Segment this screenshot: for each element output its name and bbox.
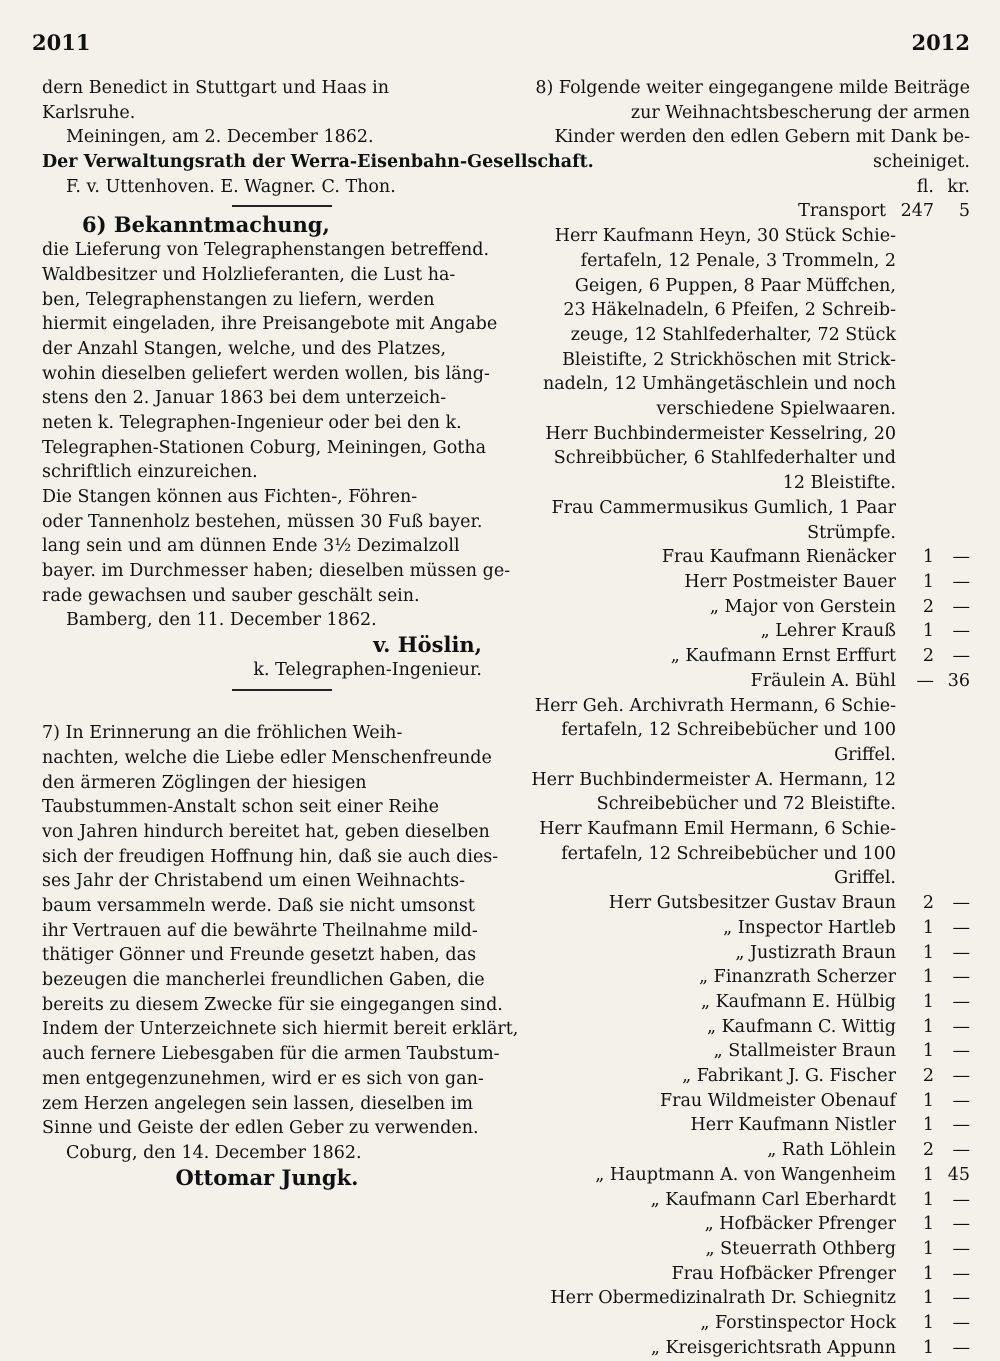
place-date: Coburg, den 14. December 1862. xyxy=(66,1142,362,1163)
amount-kr xyxy=(934,817,970,842)
donor-name: 12 Bleistifte. xyxy=(782,473,896,494)
table-row xyxy=(520,792,970,817)
amount-fl xyxy=(896,768,934,793)
text-line: Kinder werden den edlen Gebern mit Dank be- xyxy=(554,127,970,148)
donor-name: „ Rath Löhlein xyxy=(767,1140,896,1161)
donor-name: Griffel. xyxy=(834,868,896,889)
table-row xyxy=(520,323,970,348)
donor-name: „ Inspector Hartleb xyxy=(723,917,896,938)
amount-fl xyxy=(896,397,934,422)
amount-kr: — xyxy=(952,596,970,617)
text-line: stens den 2. Januar 1863 bei dem unterzeich- xyxy=(42,388,447,409)
amount-kr xyxy=(934,496,970,521)
amount-fl: 2 xyxy=(922,646,934,667)
text-line: ben, Telegraphenstangen zu liefern, werden xyxy=(42,289,435,310)
donor-name: „ Hofbäcker Pfrenger xyxy=(704,1214,896,1235)
donor-name: Herr Postmeister Bauer xyxy=(684,572,896,592)
donor-name: Herr Gutsbesitzer Gustav Braun xyxy=(608,893,896,914)
amount-kr xyxy=(934,298,970,323)
text-line: Karlsruhe. xyxy=(42,102,136,123)
header-fl: fl. xyxy=(916,176,934,197)
amount-kr: — xyxy=(952,1238,970,1259)
table-row xyxy=(520,1138,970,1163)
donor-name: „ Hauptmann A. von Wangenheim xyxy=(595,1164,896,1185)
divider xyxy=(232,689,332,691)
donor-name: Frau Cammermusikus Gumlich, 1 Paar xyxy=(551,497,896,518)
amount-kr xyxy=(934,743,970,768)
amount-fl: 1 xyxy=(922,1115,934,1136)
donor-name: Herr Geh. Archivrath Hermann, 6 Schie- xyxy=(534,695,896,716)
amount-kr: — xyxy=(952,621,970,642)
table-row xyxy=(520,521,970,546)
divider xyxy=(232,205,332,207)
amount-kr: 36 xyxy=(947,670,970,691)
table-row xyxy=(520,274,970,299)
donor-name: Geigen, 6 Puppen, 8 Paar Müffchen, xyxy=(574,275,896,296)
table-row xyxy=(520,422,970,447)
table-row xyxy=(520,298,970,323)
text-line: nachten, welche die Liebe edler Menschenfreunde xyxy=(42,747,492,768)
table-row xyxy=(520,1286,970,1311)
table-row xyxy=(520,471,970,496)
text-line: thätiger Gönner und Freunde gesetzt haben, das xyxy=(42,945,477,966)
table-row xyxy=(520,644,970,669)
amount-kr: 45 xyxy=(947,1164,970,1185)
donor-name: Griffel. xyxy=(834,744,896,765)
donor-name: Herr Obermedizinalrath Dr. Schiegnitz xyxy=(550,1288,896,1309)
amount-fl: 247 xyxy=(900,201,934,222)
amount-fl xyxy=(896,718,934,743)
text-line: Die Stangen können aus Fichten-, Föhren- xyxy=(42,487,418,507)
donor-name: fertafeln, 12 Schreibebücher und 100 xyxy=(561,720,896,741)
signer-title: k. Telegraphen-Ingenieur. xyxy=(253,659,482,680)
left-column xyxy=(42,76,594,1190)
donor-name: „ Stallmeister Braun xyxy=(713,1041,896,1062)
table-row xyxy=(520,866,970,891)
amount-kr: — xyxy=(952,917,970,938)
amount-fl: 2 xyxy=(922,596,934,617)
table-row xyxy=(520,1212,970,1237)
text-line: bereits zu diesem Zwecke für sie eingegangen sind. xyxy=(42,994,503,1015)
donor-name: „ Major von Gerstein xyxy=(709,596,896,617)
notice-title: 6) Bekanntmachung, xyxy=(82,212,330,238)
donor-name: Herr Buchbindermeister Kesselring, 20 xyxy=(545,423,896,444)
amount-kr xyxy=(934,224,970,249)
amount-fl xyxy=(896,323,934,348)
donor-name: Herr Kaufmann Nistler xyxy=(690,1115,896,1136)
amount-kr xyxy=(934,422,970,447)
amount-kr xyxy=(934,446,970,471)
donor-name: Frau Hofbäcker Pfrenger xyxy=(671,1263,896,1284)
text-line: Telegraphen-Stationen Coburg, Meiningen, Gotha xyxy=(42,437,487,458)
amount-fl: 1 xyxy=(922,1041,934,1062)
table-row xyxy=(520,1163,970,1188)
signer: Ottomar Jungk. xyxy=(175,1164,359,1190)
amount-kr xyxy=(934,866,970,891)
donor-name: „ Steuerrath Othberg xyxy=(705,1238,896,1259)
text-line: Taubstummen-Anstalt schon seit einer Reihe xyxy=(42,797,439,818)
amount-fl xyxy=(896,743,934,768)
amount-kr: — xyxy=(952,572,970,592)
donor-name: Herr Buchbindermeister A. Hermann, 12 xyxy=(531,769,896,790)
text-line: scheiniget. xyxy=(872,152,970,173)
notice7-body xyxy=(42,721,519,1141)
amount-kr: — xyxy=(952,1090,970,1111)
text-line: neten k. Telegraphen-Ingenieur oder bei den k. xyxy=(42,412,462,433)
text-line: 8) Folgende weiter eingegangene milde Beiträge xyxy=(535,78,970,98)
text-line: zem Herzen angelegen sein lassen, dieselben im xyxy=(42,1093,473,1114)
amount-fl xyxy=(896,792,934,817)
amount-kr: — xyxy=(952,967,970,988)
donor-name: Schreibbücher, 6 Stahlfederhalter und xyxy=(553,448,896,469)
text-line: von Jahren hindurch bereitet hat, geben dieselben xyxy=(42,821,490,842)
table-row xyxy=(520,1039,970,1064)
table-row xyxy=(520,965,970,990)
amount-kr: — xyxy=(952,942,970,963)
amount-fl: 1 xyxy=(922,547,934,568)
amount-fl: 2 xyxy=(922,1066,934,1087)
amount-fl: 1 xyxy=(922,1164,934,1185)
table-row xyxy=(520,570,970,595)
donor-name: nadeln, 12 Umhängetäschlein und noch xyxy=(542,374,896,395)
table-row xyxy=(520,348,970,373)
notice-subtitle: die Lieferung von Telegraphenstangen betreffend. xyxy=(42,240,490,261)
table-header xyxy=(520,175,970,200)
text-line: 7) In Erinnerung an die fröhlichen Weih- xyxy=(42,723,403,744)
amount-fl: 1 xyxy=(922,572,934,592)
donor-name: „ Lehrer Krauß xyxy=(760,621,896,642)
donor-name: verschiedene Spielwaaren. xyxy=(656,399,896,420)
amount-kr xyxy=(934,372,970,397)
table-row xyxy=(520,595,970,620)
organization: Der Verwaltungsrath der Werra-Eisenbahn-Gesellschaft. xyxy=(42,152,594,173)
table-row xyxy=(520,1015,970,1040)
header-kr: kr. xyxy=(947,176,970,197)
amount-fl: 1 xyxy=(922,1016,934,1037)
amount-fl xyxy=(896,446,934,471)
amount-kr: — xyxy=(952,1214,970,1235)
signers: F. v. Uttenhoven. E. Wagner. C. Thon. xyxy=(66,176,396,197)
text-line: sich der freudigen Hoffnung hin, daß sie auch dies- xyxy=(42,846,499,867)
table-row xyxy=(520,694,970,719)
table-row xyxy=(520,842,970,867)
amount-fl xyxy=(896,817,934,842)
amount-kr xyxy=(934,348,970,373)
signer: v. Höslin, xyxy=(373,632,482,658)
donor-name: Fräulein A. Bühl xyxy=(750,670,896,691)
amount-fl xyxy=(896,348,934,373)
amount-kr xyxy=(934,694,970,719)
amount-fl: 1 xyxy=(922,1090,934,1111)
text-line: den ärmeren Zöglingen der hiesigen xyxy=(42,772,367,793)
amount-kr: — xyxy=(952,893,970,914)
amount-kr xyxy=(934,842,970,867)
notice5-tail xyxy=(42,76,492,125)
amount-kr xyxy=(934,521,970,546)
table-row xyxy=(520,1237,970,1262)
amount-fl xyxy=(896,842,934,867)
text-line: Sinne und Geiste der edlen Geber zu verwenden. xyxy=(42,1118,479,1139)
table-row xyxy=(520,372,970,397)
text-line: schriftlich einzureichen. xyxy=(42,462,258,483)
amount-kr: — xyxy=(952,1140,970,1161)
text-line: bayer. im Durchmesser haben; dieselben müssen ge- xyxy=(42,561,511,582)
table-row xyxy=(520,1262,970,1287)
table-row xyxy=(520,768,970,793)
notice8-intro xyxy=(520,76,970,175)
table-row xyxy=(520,817,970,842)
text-line: men entgegenzunehmen, wird er es sich von gan- xyxy=(42,1068,484,1089)
text-line: ses Jahr der Christabend um einen Weihnachts- xyxy=(42,871,466,892)
donor-name: „ Kaufmann E. Hülbig xyxy=(700,991,896,1012)
amount-fl xyxy=(896,422,934,447)
amount-fl: 1 xyxy=(922,991,934,1012)
amount-kr: 5 xyxy=(958,201,970,222)
amount-kr: — xyxy=(952,547,970,568)
amount-kr xyxy=(934,397,970,422)
amount-kr: — xyxy=(952,1016,970,1037)
donor-name: „ Justizrath Braun xyxy=(735,942,896,963)
amount-fl xyxy=(896,694,934,719)
amount-fl xyxy=(896,496,934,521)
amount-kr: — xyxy=(952,1189,970,1210)
donor-name: „ Forstinspector Hock xyxy=(700,1313,896,1334)
text-line: Waldbesitzer und Holzlieferanten, die Lust ha- xyxy=(42,264,456,285)
donor-name: zeuge, 12 Stahlfederhalter, 72 Stück xyxy=(570,324,896,345)
amount-kr: — xyxy=(952,1313,970,1334)
table-row xyxy=(520,1311,970,1336)
amount-fl xyxy=(896,224,934,249)
table-row xyxy=(520,545,970,570)
amount-kr xyxy=(934,471,970,496)
donor-name: fertafeln, 12 Schreibebücher und 100 xyxy=(561,843,896,864)
donor-name: Transport xyxy=(798,201,886,222)
table-row xyxy=(520,249,970,274)
donation-table xyxy=(520,175,970,1361)
page-number-left: 2011 xyxy=(32,30,91,55)
table-row xyxy=(520,1336,970,1361)
page-number-right: 2012 xyxy=(911,30,970,55)
text-line: bezeugen die mancherlei freundlichen Gaben, die xyxy=(42,970,485,991)
donor-name: Strümpfe. xyxy=(807,522,896,543)
amount-fl: 2 xyxy=(922,1140,934,1161)
amount-kr: — xyxy=(952,1041,970,1062)
amount-fl xyxy=(896,249,934,274)
table-row xyxy=(520,224,970,249)
amount-fl: 1 xyxy=(922,1337,934,1358)
place-date: Bamberg, den 11. December 1862. xyxy=(66,610,377,631)
text-line: zur Weihnachtsbescherung der armen xyxy=(630,102,970,123)
table-row xyxy=(520,1113,970,1138)
amount-kr: — xyxy=(952,1066,970,1087)
amount-fl: — xyxy=(916,670,934,691)
amount-fl: 1 xyxy=(922,1288,934,1309)
donor-name: „ Kreisgerichtsrath Appunn xyxy=(650,1337,896,1358)
table-row xyxy=(520,397,970,422)
table-row xyxy=(520,941,970,966)
amount-fl: 1 xyxy=(922,967,934,988)
donor-name: Frau Kaufmann Rienäcker xyxy=(661,547,896,568)
text-line: hiermit eingeladen, ihre Preisangebote mit Angabe xyxy=(42,314,498,335)
amount-kr xyxy=(934,718,970,743)
table-row xyxy=(520,446,970,471)
amount-fl: 1 xyxy=(922,621,934,642)
amount-fl xyxy=(896,274,934,299)
donor-name: Bleistifte, 2 Strickhöschen mit Strick- xyxy=(562,349,896,370)
table-row xyxy=(520,1089,970,1114)
donor-name: 23 Häkelnadeln, 6 Pfeifen, 2 Schreib- xyxy=(563,300,896,321)
donor-name: „ Finanzrath Scherzer xyxy=(699,967,896,988)
amount-fl xyxy=(896,866,934,891)
amount-kr: — xyxy=(952,1288,970,1309)
table-row xyxy=(520,743,970,768)
amount-kr: — xyxy=(952,1115,970,1136)
table-row xyxy=(520,916,970,941)
text-line: dern Benedict in Stuttgart und Haas in xyxy=(42,78,390,98)
table-row xyxy=(520,1064,970,1089)
right-column xyxy=(520,76,980,1361)
donor-name: Schreibebücher und 72 Bleistifte. xyxy=(596,794,896,815)
amount-fl xyxy=(896,298,934,323)
amount-fl: 2 xyxy=(922,893,934,914)
donor-name: „ Kaufmann Carl Eberhardt xyxy=(650,1189,896,1210)
donor-name: Herr Kaufmann Heyn, 30 Stück Schie- xyxy=(554,226,896,247)
text-line: auch fernere Liebesgaben für die armen Taubstum- xyxy=(42,1044,500,1065)
table-row xyxy=(520,619,970,644)
text-line: lang sein und am dünnen Ende 3½ Dezimalzoll xyxy=(42,536,460,557)
donor-name: Herr Kaufmann Emil Hermann, 6 Schie- xyxy=(539,819,896,840)
amount-fl: 1 xyxy=(922,1263,934,1284)
amount-fl: 1 xyxy=(922,1189,934,1210)
table-row xyxy=(520,990,970,1015)
text-line: oder Tannenholz bestehen, müssen 30 Fuß bayer. xyxy=(42,511,483,532)
text-line: rade gewachsen und sauber geschält sein. xyxy=(42,585,420,606)
amount-fl: 1 xyxy=(922,942,934,963)
amount-kr xyxy=(934,792,970,817)
amount-kr: — xyxy=(952,1263,970,1284)
amount-kr: — xyxy=(952,991,970,1012)
table-row xyxy=(520,496,970,521)
amount-kr: — xyxy=(952,646,970,667)
amount-fl: 1 xyxy=(922,917,934,938)
table-row xyxy=(520,891,970,916)
donor-name: „ Kaufmann C. Wittig xyxy=(706,1016,896,1037)
amount-fl: 1 xyxy=(922,1214,934,1235)
amount-kr xyxy=(934,323,970,348)
donor-name: „ Kaufmann Ernst Erffurt xyxy=(670,646,896,667)
text-line: Indem der Unterzeichnete sich hiermit bereit erklärt, xyxy=(42,1019,519,1040)
text-line: baum versammeln werde. Daß sie nicht umsonst xyxy=(42,896,475,916)
table-row xyxy=(520,199,970,224)
donor-name: Frau Wildmeister Obenauf xyxy=(659,1090,896,1111)
amount-fl: 1 xyxy=(922,1238,934,1259)
table-row xyxy=(520,669,970,694)
text-line: wohin dieselben geliefert werden wollen, bis läng- xyxy=(42,363,490,384)
table-row xyxy=(520,1188,970,1213)
donor-name: fertafeln, 12 Penale, 3 Trommeln, 2 xyxy=(580,250,896,271)
amount-fl xyxy=(896,372,934,397)
place-date: Meiningen, am 2. December 1862. xyxy=(66,127,374,148)
table-row xyxy=(520,718,970,743)
amount-kr: — xyxy=(952,1337,970,1358)
amount-fl: 1 xyxy=(922,1313,934,1334)
text-line: der Anzahl Stangen, welche, und des Platzes, xyxy=(42,338,447,359)
amount-fl xyxy=(896,471,934,496)
amount-kr xyxy=(934,768,970,793)
amount-kr xyxy=(934,249,970,274)
amount-kr xyxy=(934,274,970,299)
donor-name: „ Fabrikant J. G. Fischer xyxy=(682,1066,896,1087)
amount-fl xyxy=(896,521,934,546)
notice6-body xyxy=(42,263,511,609)
text-line: ihr Vertrauen auf die bewährte Theilnahme mild- xyxy=(42,920,478,941)
